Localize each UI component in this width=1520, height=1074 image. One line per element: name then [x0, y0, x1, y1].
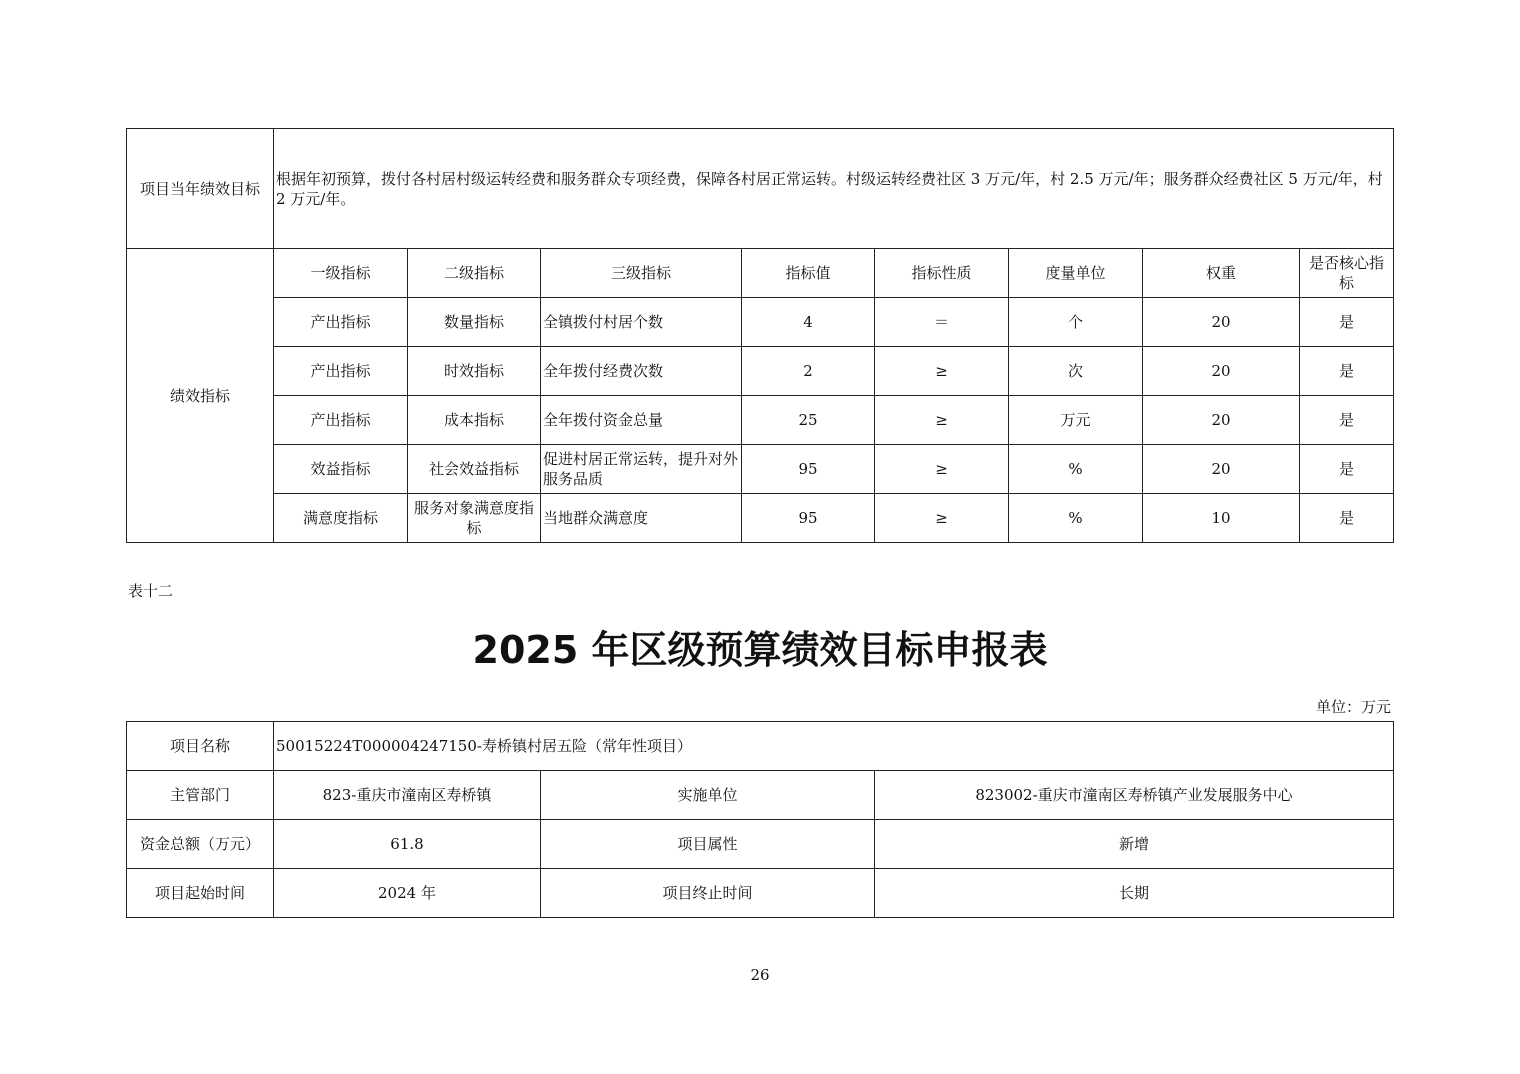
table-row	[127, 869, 1394, 918]
page-title: 2025 年区级预算绩效目标申报表	[472, 628, 1048, 672]
goal-text: 根据年初预算，拨付各村居村级运转经费和服务群众专项经费，保障各村居正常运转。村级运转经费社区 3 万元/年，村 2.5 万元/年；服务群众经费社区 5 万元/年，村 2 万元/年。	[274, 129, 1394, 249]
core-cell: 是	[1300, 445, 1394, 494]
weight-cell: 20	[1143, 445, 1300, 494]
header-cell: 二级指标	[408, 249, 541, 298]
page-number: 26	[750, 966, 770, 984]
header-cell: 权重	[1143, 249, 1300, 298]
indicator-header-row	[127, 249, 1394, 298]
level1-cell: 效益指标	[274, 445, 408, 494]
value-cell: 2	[742, 347, 875, 396]
project-name-label: 项目名称	[127, 722, 274, 771]
table-row	[127, 298, 1394, 347]
level2-cell: 数量指标	[408, 298, 541, 347]
nature-cell: ＝	[875, 298, 1009, 347]
table-row	[127, 722, 1394, 771]
table-row	[127, 494, 1394, 543]
start-label: 项目起始时间	[127, 869, 274, 918]
start-value: 2024 年	[274, 869, 541, 918]
table-row	[127, 445, 1394, 494]
table-row	[127, 396, 1394, 445]
unit-cell: 万元	[1009, 396, 1143, 445]
indicators-label: 绩效指标	[127, 249, 274, 543]
unit-cell: 个	[1009, 298, 1143, 347]
weight-cell: 10	[1143, 494, 1300, 543]
dept-value: 823-重庆市潼南区寿桥镇	[274, 771, 541, 820]
core-cell: 是	[1300, 396, 1394, 445]
nature-cell: ≥	[875, 396, 1009, 445]
end-label: 项目终止时间	[541, 869, 875, 918]
table-row	[127, 820, 1394, 869]
header-cell: 是否核心指标	[1300, 249, 1394, 298]
core-cell: 是	[1300, 298, 1394, 347]
nature-cell: ≥	[875, 445, 1009, 494]
level1-cell: 产出指标	[274, 347, 408, 396]
level2-cell: 成本指标	[408, 396, 541, 445]
header-cell: 三级指标	[541, 249, 742, 298]
weight-cell: 20	[1143, 298, 1300, 347]
impl-value: 823002-重庆市潼南区寿桥镇产业发展服务中心	[875, 771, 1394, 820]
level3-cell: 全年拨付经费次数	[541, 347, 742, 396]
weight-cell: 20	[1143, 347, 1300, 396]
level1-cell: 产出指标	[274, 396, 408, 445]
value-cell: 95	[742, 445, 875, 494]
table-row	[127, 347, 1394, 396]
level3-cell: 促进村居正常运转，提升对外服务品质	[541, 445, 742, 494]
total-label: 资金总额（万元）	[127, 820, 274, 869]
level3-cell: 全镇拨付村居个数	[541, 298, 742, 347]
level2-cell: 社会效益指标	[408, 445, 541, 494]
goal-label: 项目当年绩效目标	[127, 129, 274, 249]
impl-label: 实施单位	[541, 771, 875, 820]
level3-cell: 当地群众满意度	[541, 494, 742, 543]
core-cell: 是	[1300, 494, 1394, 543]
level1-cell: 产出指标	[274, 298, 408, 347]
header-cell: 度量单位	[1009, 249, 1143, 298]
table-row	[127, 771, 1394, 820]
level2-cell: 服务对象满意度指标	[408, 494, 541, 543]
project-name-value: 50015224T000004247150-寿桥镇村居五险（常年性项目）	[274, 722, 1394, 771]
unit-cell: %	[1009, 494, 1143, 543]
level1-cell: 满意度指标	[274, 494, 408, 543]
attr-value: 新增	[875, 820, 1394, 869]
header-cell: 指标值	[742, 249, 875, 298]
value-cell: 4	[742, 298, 875, 347]
unit-cell: %	[1009, 445, 1143, 494]
level3-cell: 全年拨付资金总量	[541, 396, 742, 445]
level2-cell: 时效指标	[408, 347, 541, 396]
nature-cell: ≥	[875, 494, 1009, 543]
nature-cell: ≥	[875, 347, 1009, 396]
header-cell: 一级指标	[274, 249, 408, 298]
core-cell: 是	[1300, 347, 1394, 396]
attr-label: 项目属性	[541, 820, 875, 869]
header-cell: 指标性质	[875, 249, 1009, 298]
value-cell: 95	[742, 494, 875, 543]
project-info-table	[126, 721, 1394, 918]
unit-cell: 次	[1009, 347, 1143, 396]
value-cell: 25	[742, 396, 875, 445]
weight-cell: 20	[1143, 396, 1300, 445]
performance-indicator-table	[126, 128, 1394, 543]
unit-label: 单位：万元	[1315, 698, 1391, 716]
table-caption: 表十二	[128, 582, 174, 600]
total-value: 61.8	[274, 820, 541, 869]
end-value: 长期	[875, 869, 1394, 918]
dept-label: 主管部门	[127, 771, 274, 820]
